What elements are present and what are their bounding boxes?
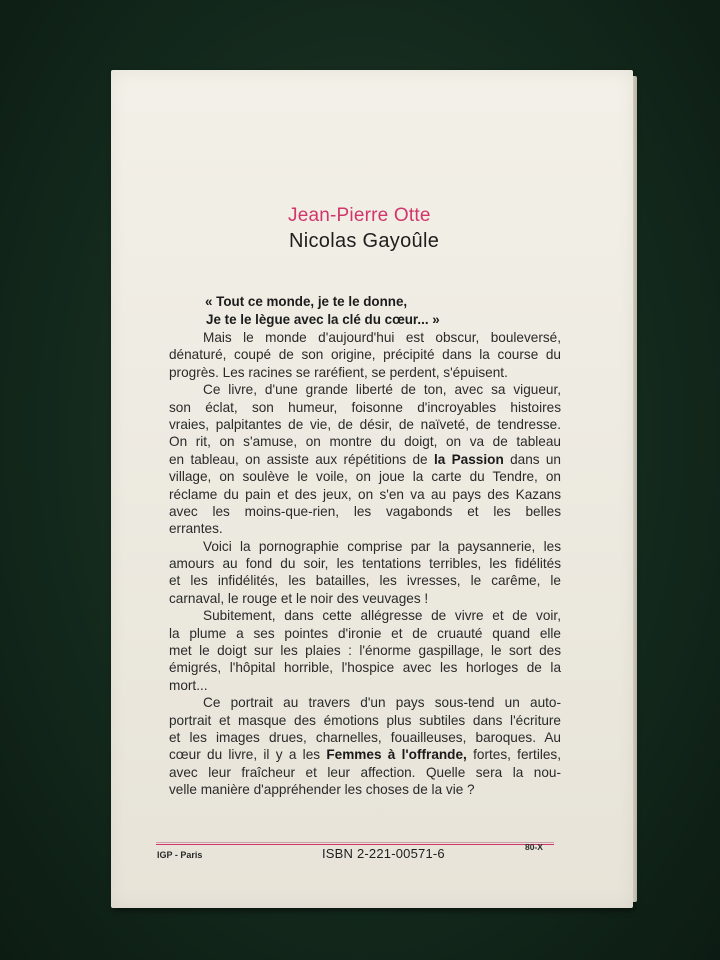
blurb-line: Mais le monde d'aujourd'hui est obscur, bouleversé, [203, 330, 561, 345]
quote-line-2: Je te le lègue avec la clé du cœur... » [206, 312, 440, 327]
author-name: Jean-Pierre Otte [288, 205, 431, 226]
blurb-line: mort... [169, 677, 208, 693]
blurb-line: carnaval, le rouge et le noir des veuvages ! [169, 590, 429, 606]
blurb-line: met le doigt sur les plaies : l'énorme gaspillage, le sort des [169, 643, 561, 659]
publisher-imprint: IGP - Paris [157, 850, 203, 860]
blurb-line: errantes. [169, 521, 223, 537]
book-title: Nicolas Gayoûle [289, 230, 440, 252]
blurb-line: avec les moins-que-rien, les vagabonds et les belles [169, 503, 561, 519]
blurb-line: dénaturé, coupé de son origine, précipité dans la course du [169, 347, 561, 363]
blurb-line: Ce livre, d'une grande liberté de ton, avec sa vigueur, [203, 382, 561, 398]
blurb-line: velle manière d'appréhender les choses de la vie ? [169, 782, 475, 798]
footer-rule-shadow [156, 842, 554, 843]
blurb-line: village, on soulève le voile, on joue la carte du Tendre, on [169, 469, 561, 485]
blurb-line: son éclat, son humeur, foisonne d'incroyables histoires [169, 399, 561, 415]
quote-line-1: « Tout ce monde, je te le donne, [205, 294, 408, 309]
blurb-line: On rit, on s'amuse, on montre du doigt, on va de tableau [169, 434, 561, 450]
blurb-line: Voici la pornographie comprise par la paysannerie, les [203, 538, 561, 554]
blurb-line: avec leur fraîcheur et leur affection. Quelle sera la nou- [169, 764, 561, 780]
book-page-edge [633, 76, 637, 902]
emphasized-title: la Passion [433, 451, 504, 467]
blurb-line: émigrés, l'hôpital horrible, l'hospice avec les horloges de la [169, 660, 561, 676]
blurb-line: et les infidélités, les batailles, les ivresses, le carême, le [169, 573, 561, 589]
blurb-line: portrait et masque des émotions plus subtiles dans l'écriture [169, 712, 561, 728]
isbn-number: ISBN 2-221-00571-6 [322, 846, 445, 861]
blurb-line: en tableau, on assiste aux répétitions de la Passion dans un [169, 451, 561, 467]
blurb-line: Ce portrait au travers d'un pays sous-tend un auto- [203, 695, 561, 711]
blurb-line: amours au fond du soir, les tentations terribles, les fidélités [169, 556, 561, 572]
catalog-code: 80-X [525, 842, 543, 852]
book-back-cover [111, 70, 633, 908]
blurb-line: la plume a ses pointes d'ironie et de cruauté quand elle [169, 625, 561, 641]
blurb-line: et les images drues, charnelles, fouailleuses, baroques. Au [169, 729, 561, 745]
blurb-line: progrès. Les racines se raréfient, se perdent, s'épuisent. [169, 364, 508, 380]
footer-rule [156, 844, 554, 845]
blurb-line: cœur du livre, il y a les Femmes à l'offrande, fortes, fertiles, [169, 747, 561, 763]
blurb-line: vraies, palpitantes de vie, de désir, de naïveté, de tendresse. [169, 416, 561, 432]
blurb-text [169, 329, 561, 799]
blurb-line: Subitement, dans cette allégresse de vivre et de voir, [203, 608, 561, 624]
emphasized-title: Femmes à l'offrande, [326, 747, 467, 763]
blurb-line: réclame du pain et des jeux, on s'en va au pays des Kazans [169, 486, 561, 502]
epigraph-quote [205, 293, 440, 329]
